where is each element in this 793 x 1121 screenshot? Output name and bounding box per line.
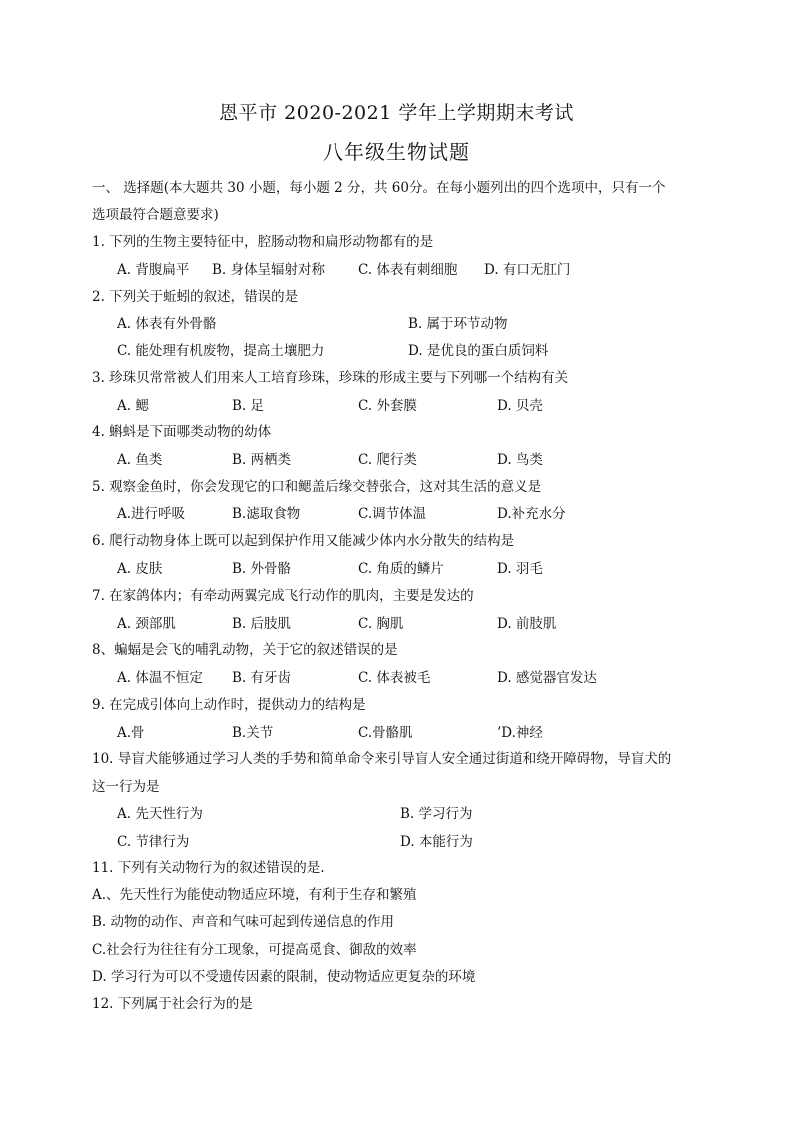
option-c: C. 节律行为 xyxy=(117,834,190,850)
option-b: B. 两栖类 xyxy=(232,452,292,468)
question-stem: 3. 珍珠贝常常被人们用来人工培育珍珠，珍珠的形成主要与下列哪一个结构有关 xyxy=(92,370,569,386)
option-b: B. 属于环节动物 xyxy=(408,316,508,332)
option-a: A. 背腹扁平 xyxy=(117,262,190,278)
question-stem: 5. 观察金鱼时，你会发现它的口和鳃盖后缘交替张合，这对其生活的意义是 xyxy=(92,479,542,495)
question-stem: 8、蝙蝠是会飞的哺乳动物，关于它的叙述错误的是 xyxy=(92,642,398,658)
question-stem: 11. 下列有关动物行为的叙述错误的是. xyxy=(92,860,325,876)
option-a: A. 体温不恒定 xyxy=(117,670,203,686)
question-stem: 9. 在完成引体向上动作时，提供动力的结构是 xyxy=(92,697,366,713)
option-a: A. 鱼类 xyxy=(117,452,163,468)
section-heading-line1: 一、 选择题(本大题共 30 小题，每小题 2 分，共 60分。在每小题列出的四个选项中，只有一个 xyxy=(92,180,666,196)
option-d: D. 羽毛 xyxy=(497,561,543,577)
option-c: C. 体表有刺细胞 xyxy=(358,262,458,278)
option-c: C.社会行为往往有分工现象，可提高觅食、御敌的效率 xyxy=(92,942,417,958)
option-c: C. 体表被毛 xyxy=(358,670,431,686)
question-stem-continued: 这一行为是 xyxy=(92,779,160,795)
option-b: B. 足 xyxy=(232,398,265,414)
option-a: A. 体表有外骨骼 xyxy=(117,316,217,332)
option-b: B. 学习行为 xyxy=(400,806,473,822)
option-d: D. 是优良的蛋白质饲料 xyxy=(408,343,549,359)
question-stem: 4. 蝌蚪是下面哪类动物的幼体 xyxy=(92,424,272,440)
option-c: C. 角质的鳞片 xyxy=(358,561,444,577)
question-stem: 10. 导盲犬能够通过学习人类的手势和简单命令来引导盲人安全通过街道和绕开障碍物，导盲犬的 xyxy=(92,751,672,767)
question-stem: 6. 爬行动物身体上既可以起到保护作用又能减少体内水分散失的结构是 xyxy=(92,533,515,549)
option-c: C.调节体温 xyxy=(358,506,427,522)
option-d: ’D.神经 xyxy=(497,725,543,741)
option-d: D. 有口无肛门 xyxy=(484,262,571,278)
question-stem: 12. 下列属于社会行为的是 xyxy=(92,996,253,1012)
exam-subtitle: 八年级生物试题 xyxy=(323,140,470,164)
exam-title: 恩平市 2020-2021 学年上学期期末考试 xyxy=(219,102,574,124)
option-b: B.滤取食物 xyxy=(232,506,301,522)
question-stem: 1. 下列的生物主要特征中，腔肠动物和扁形动物都有的是 xyxy=(92,234,434,250)
section-heading-line2: 选项最符合题意要求) xyxy=(92,207,219,223)
option-b: B. 动物的动作、声音和气味可起到传递信息的作用 xyxy=(92,914,395,930)
option-a: A. 先天性行为 xyxy=(117,806,203,822)
option-d: D. 学习行为可以不受遗传因素的限制，使动物适应更复杂的环境 xyxy=(92,969,476,985)
option-d: D. 鸟类 xyxy=(497,452,543,468)
option-d: D. 本能行为 xyxy=(400,834,473,850)
option-c: C.骨骼肌 xyxy=(358,725,413,741)
option-a: A. 颈部肌 xyxy=(117,616,176,632)
option-a: A. 鳃 xyxy=(117,398,149,414)
option-d: D. 前肢肌 xyxy=(497,616,557,632)
option-d: D.补充水分 xyxy=(497,506,566,522)
question-stem: 2. 下列关于蚯蚓的叙述，错误的是 xyxy=(92,289,299,305)
option-b: B. 身体呈辐射对称 xyxy=(212,262,326,278)
option-b: B. 外骨骼 xyxy=(232,561,292,577)
option-b: B. 有牙齿 xyxy=(232,670,292,686)
option-d: D. 感觉器官发达 xyxy=(497,670,597,686)
question-stem: 7. 在家鸽体内；有牵动两翼完成飞行动作的肌肉，主要是发达的 xyxy=(92,588,474,604)
option-c: C. 爬行类 xyxy=(358,452,417,468)
option-d: D. 贝壳 xyxy=(497,398,543,414)
option-a: A.进行呼吸 xyxy=(117,506,186,522)
option-a: A.骨 xyxy=(117,725,145,741)
option-c: C. 能处理有机废物，提高土壤肥力 xyxy=(117,343,325,359)
option-a: A. 皮肤 xyxy=(117,561,163,577)
option-b: B. 后肢肌 xyxy=(232,616,292,632)
option-b: B.关节 xyxy=(232,725,274,741)
option-a: A.、先天性行为能使动物适应环境，有利于生存和繁殖 xyxy=(92,887,417,903)
option-c: C. 外套膜 xyxy=(358,398,417,414)
option-c: C. 胸肌 xyxy=(358,616,404,632)
